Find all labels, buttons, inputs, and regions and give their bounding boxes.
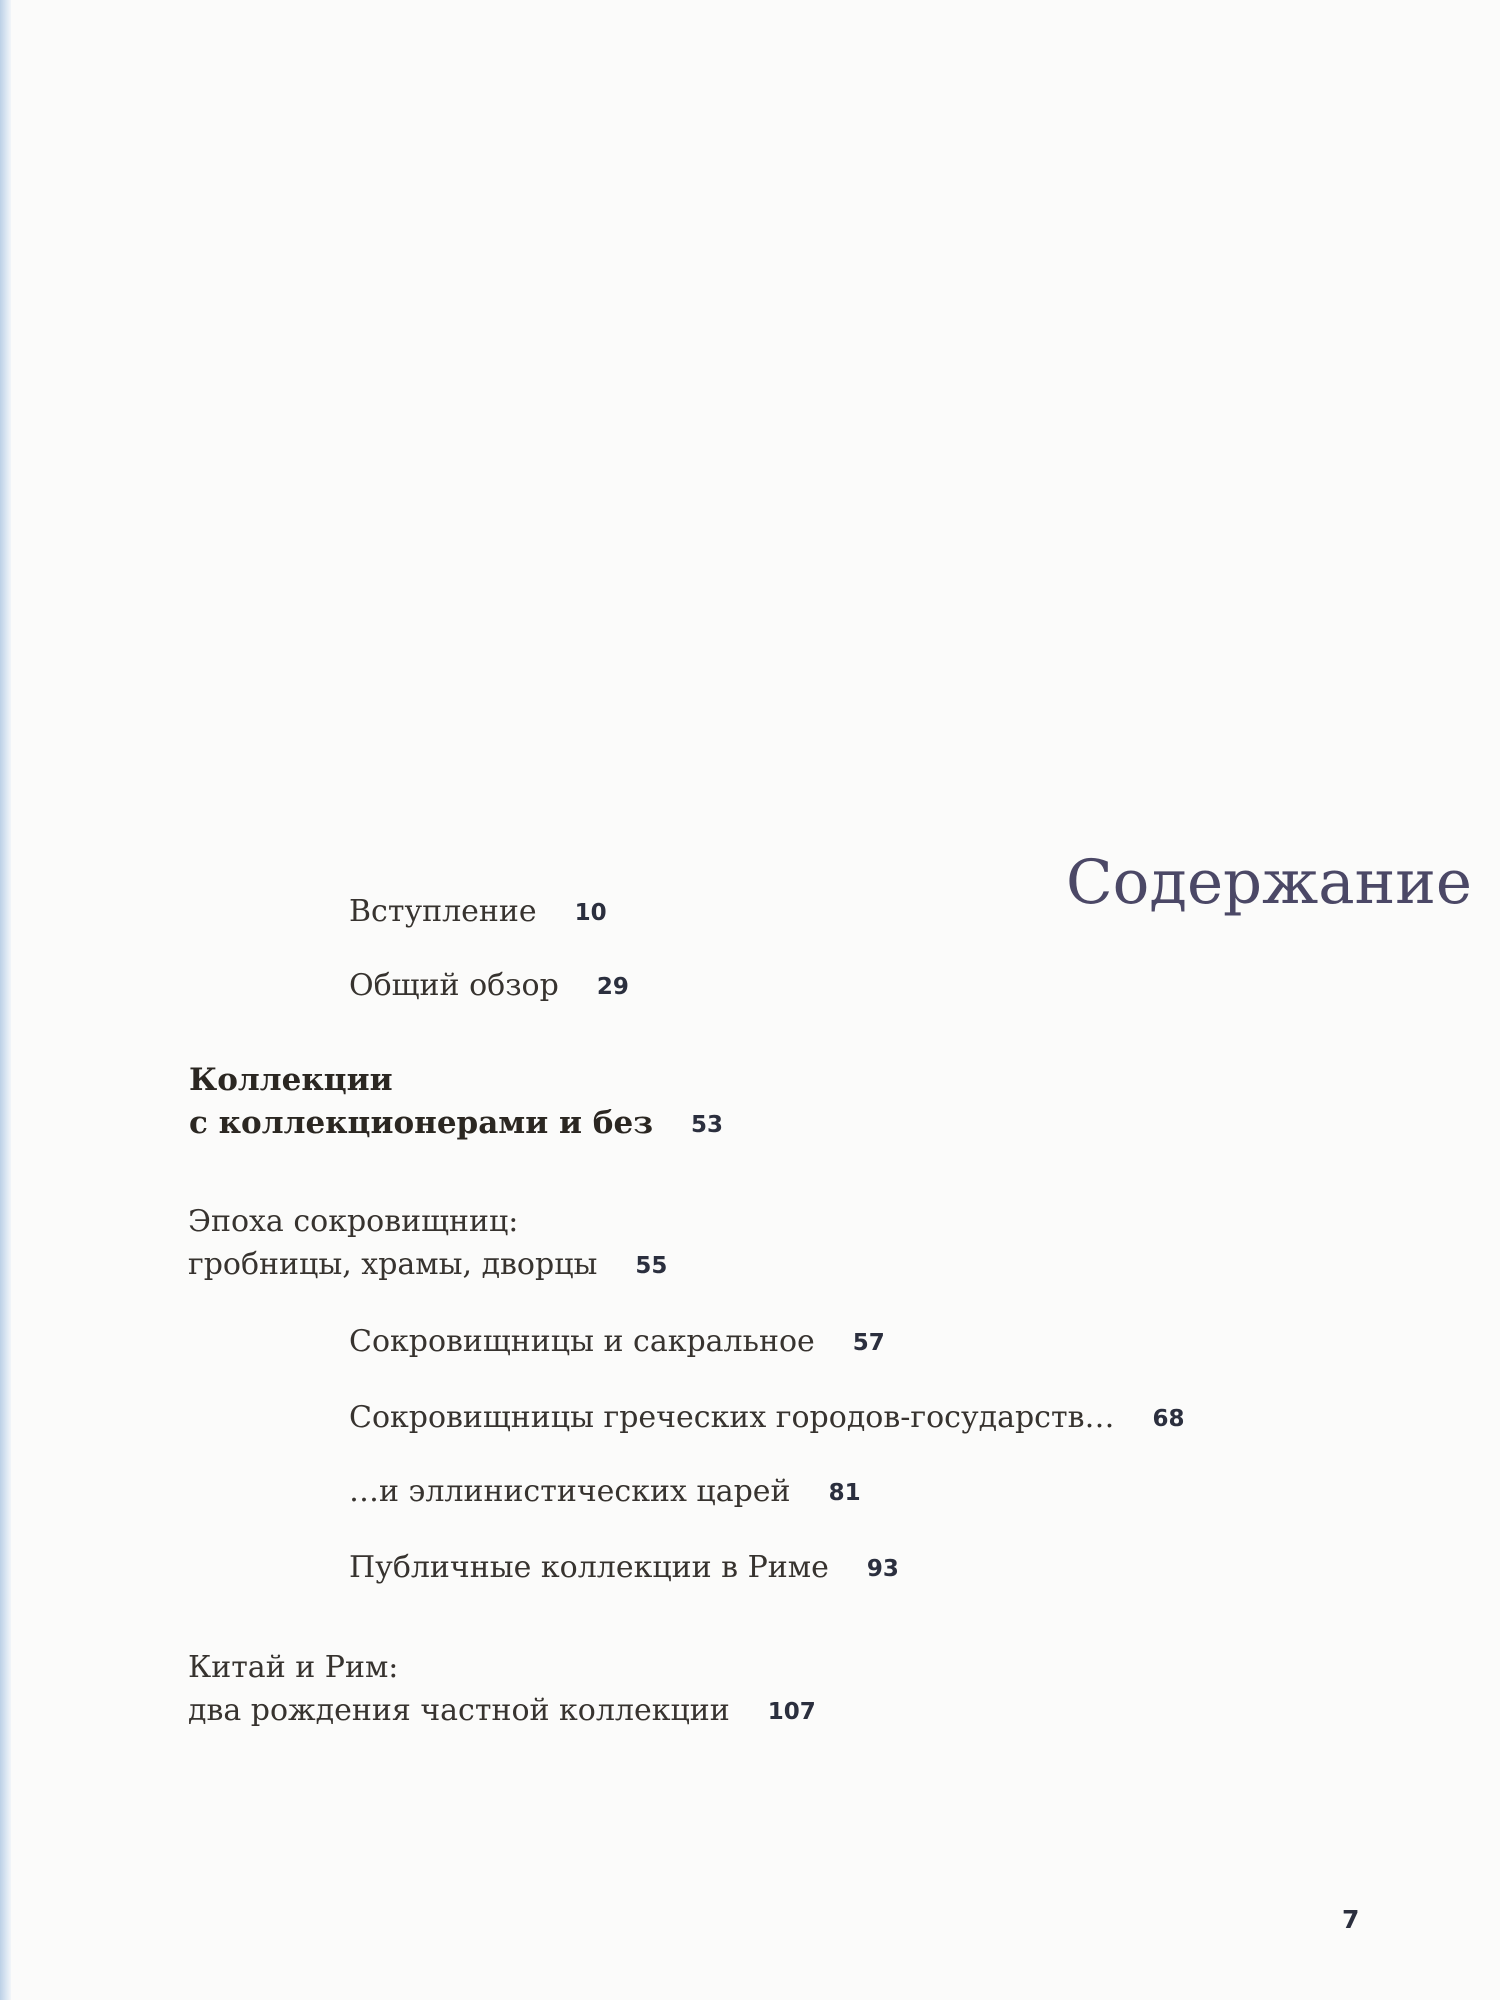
toc-entry-title-line-1: Китай и Рим: — [188, 1650, 399, 1685]
toc-entry-title-line-2: с коллекционерами и без — [189, 1105, 653, 1141]
toc-page-number: 10 — [574, 900, 607, 926]
toc-page-number: 53 — [691, 1112, 724, 1138]
toc-entry-title-line-2: гробницы, храмы, дворцы — [188, 1247, 598, 1282]
toc-chapter-china-rome — [188, 1646, 816, 1734]
toc-entry-title: Вступление — [349, 894, 537, 929]
page-title: Содержание — [1065, 847, 1472, 918]
toc-entry-hellenistic-kings — [349, 1470, 861, 1515]
toc-section-collections — [189, 1059, 723, 1147]
toc-entry-title: Сокровищницы и сакральное — [349, 1324, 815, 1359]
toc-entry-title: …и эллинистических царей — [349, 1474, 791, 1509]
toc-entry-sacred-treasuries — [349, 1320, 885, 1365]
toc-chapter-treasuries — [188, 1200, 667, 1288]
toc-page-number: 55 — [635, 1253, 668, 1279]
toc-entry-introduction — [349, 890, 607, 935]
toc-entry-title: Публичные коллекции в Риме — [349, 1550, 829, 1585]
toc-entry-overview — [349, 964, 629, 1009]
toc-entry-public-collections-rome — [349, 1546, 899, 1591]
toc-entry-title-line-2: два рождения частной коллекции — [188, 1693, 730, 1728]
toc-page-number: 68 — [1152, 1406, 1185, 1432]
page-edge — [0, 0, 11, 2000]
toc-entry-title: Общий обзор — [349, 968, 559, 1003]
toc-page-number: 57 — [852, 1330, 885, 1356]
toc-entry-title-line-1: Эпоха сокровищниц: — [188, 1204, 519, 1239]
toc-page-number: 107 — [767, 1699, 816, 1725]
toc-entry-title: Сокровищницы греческих городов-государств… — [349, 1400, 1115, 1435]
toc-page-number: 93 — [866, 1556, 899, 1582]
toc-page-number: 81 — [828, 1480, 861, 1506]
toc-entry-greek-treasuries — [349, 1396, 1184, 1441]
page-folio-number: 7 — [1342, 1905, 1360, 1934]
toc-page-number: 29 — [596, 974, 629, 1000]
toc-entry-title-line-1: Коллекции — [189, 1062, 393, 1098]
